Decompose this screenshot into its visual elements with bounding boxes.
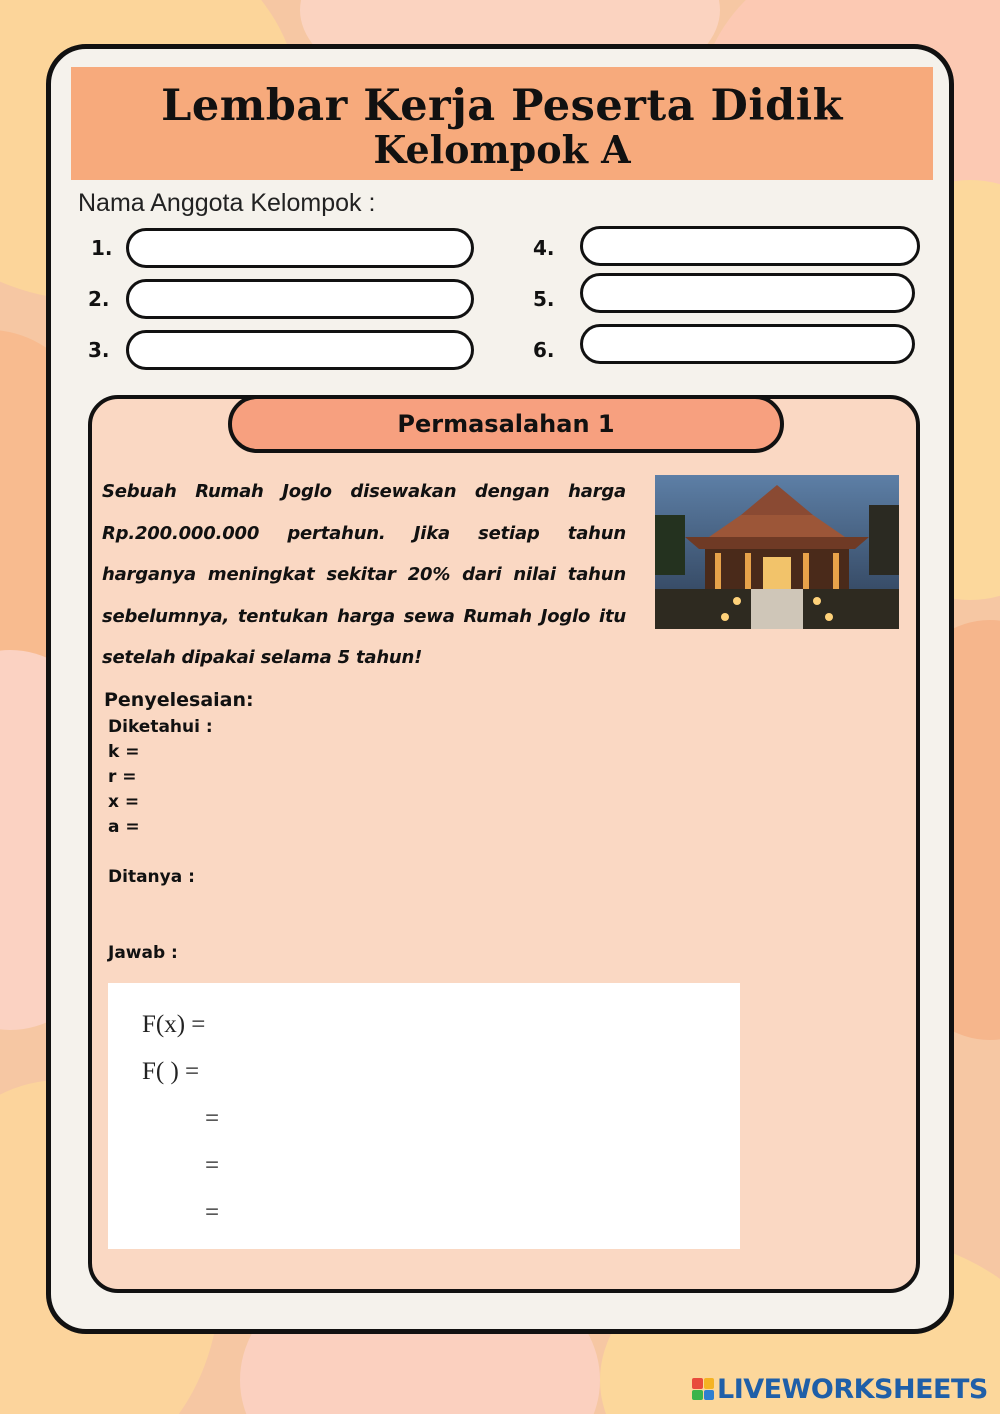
member-number-6: 6. [533, 338, 555, 362]
solution-heading: Penyelesaian: [104, 689, 254, 711]
joglo-house-photo [655, 475, 899, 629]
liveworksheets-brand: LIVEWORKSHEETS [717, 1373, 988, 1405]
member-input-1[interactable] [126, 228, 474, 268]
member-input-2[interactable] [126, 279, 474, 319]
equation-line-1: F(x) = [142, 1011, 206, 1038]
answer-box[interactable] [108, 983, 740, 1249]
member-input-4[interactable] [580, 226, 920, 266]
answer-label: Jawab : [108, 943, 178, 963]
equation-line-2: F( ) = [142, 1058, 200, 1085]
equation-line-4: = [205, 1152, 220, 1179]
member-number-1: 1. [91, 236, 113, 260]
asked-label: Ditanya : [108, 867, 195, 887]
known-k: k = [108, 742, 140, 762]
equation-line-5: = [205, 1199, 220, 1226]
group-title: Kelompok A [373, 127, 631, 172]
problem-text: Sebuah Rumah Joglo disewakan dengan harga Rp.200.000.000 pertahun. Jika setiap tahun harganya meningkat sekitar 20% dari nilai tahun sebelumnya, tentukan harga sewa Rumah Joglo itu setelah dipakai selama 5 tahun! [102, 481, 626, 668]
problem-tab: Permasalahan 1 [228, 395, 784, 453]
known-a: a = [108, 817, 140, 837]
member-number-3: 3. [88, 338, 110, 362]
known-x: x = [108, 792, 140, 812]
member-number-5: 5. [533, 287, 555, 311]
equation-line-3: = [205, 1105, 220, 1132]
known-label: Diketahui : [108, 717, 213, 737]
known-r: r = [108, 767, 137, 787]
member-input-6[interactable] [580, 324, 915, 364]
member-number-2: 2. [88, 287, 110, 311]
problem-panel [88, 395, 920, 1293]
liveworksheets-icon [692, 1378, 714, 1400]
member-input-3[interactable] [126, 330, 474, 370]
title-band [71, 67, 933, 180]
member-number-4: 4. [533, 236, 555, 260]
worksheet-card [46, 44, 954, 1334]
page-title: Lembar Kerja Peserta Didik [161, 81, 843, 131]
liveworksheets-logo[interactable] [692, 1372, 988, 1406]
member-input-5[interactable] [580, 273, 915, 313]
members-label: Nama Anggota Kelompok : [78, 189, 376, 217]
